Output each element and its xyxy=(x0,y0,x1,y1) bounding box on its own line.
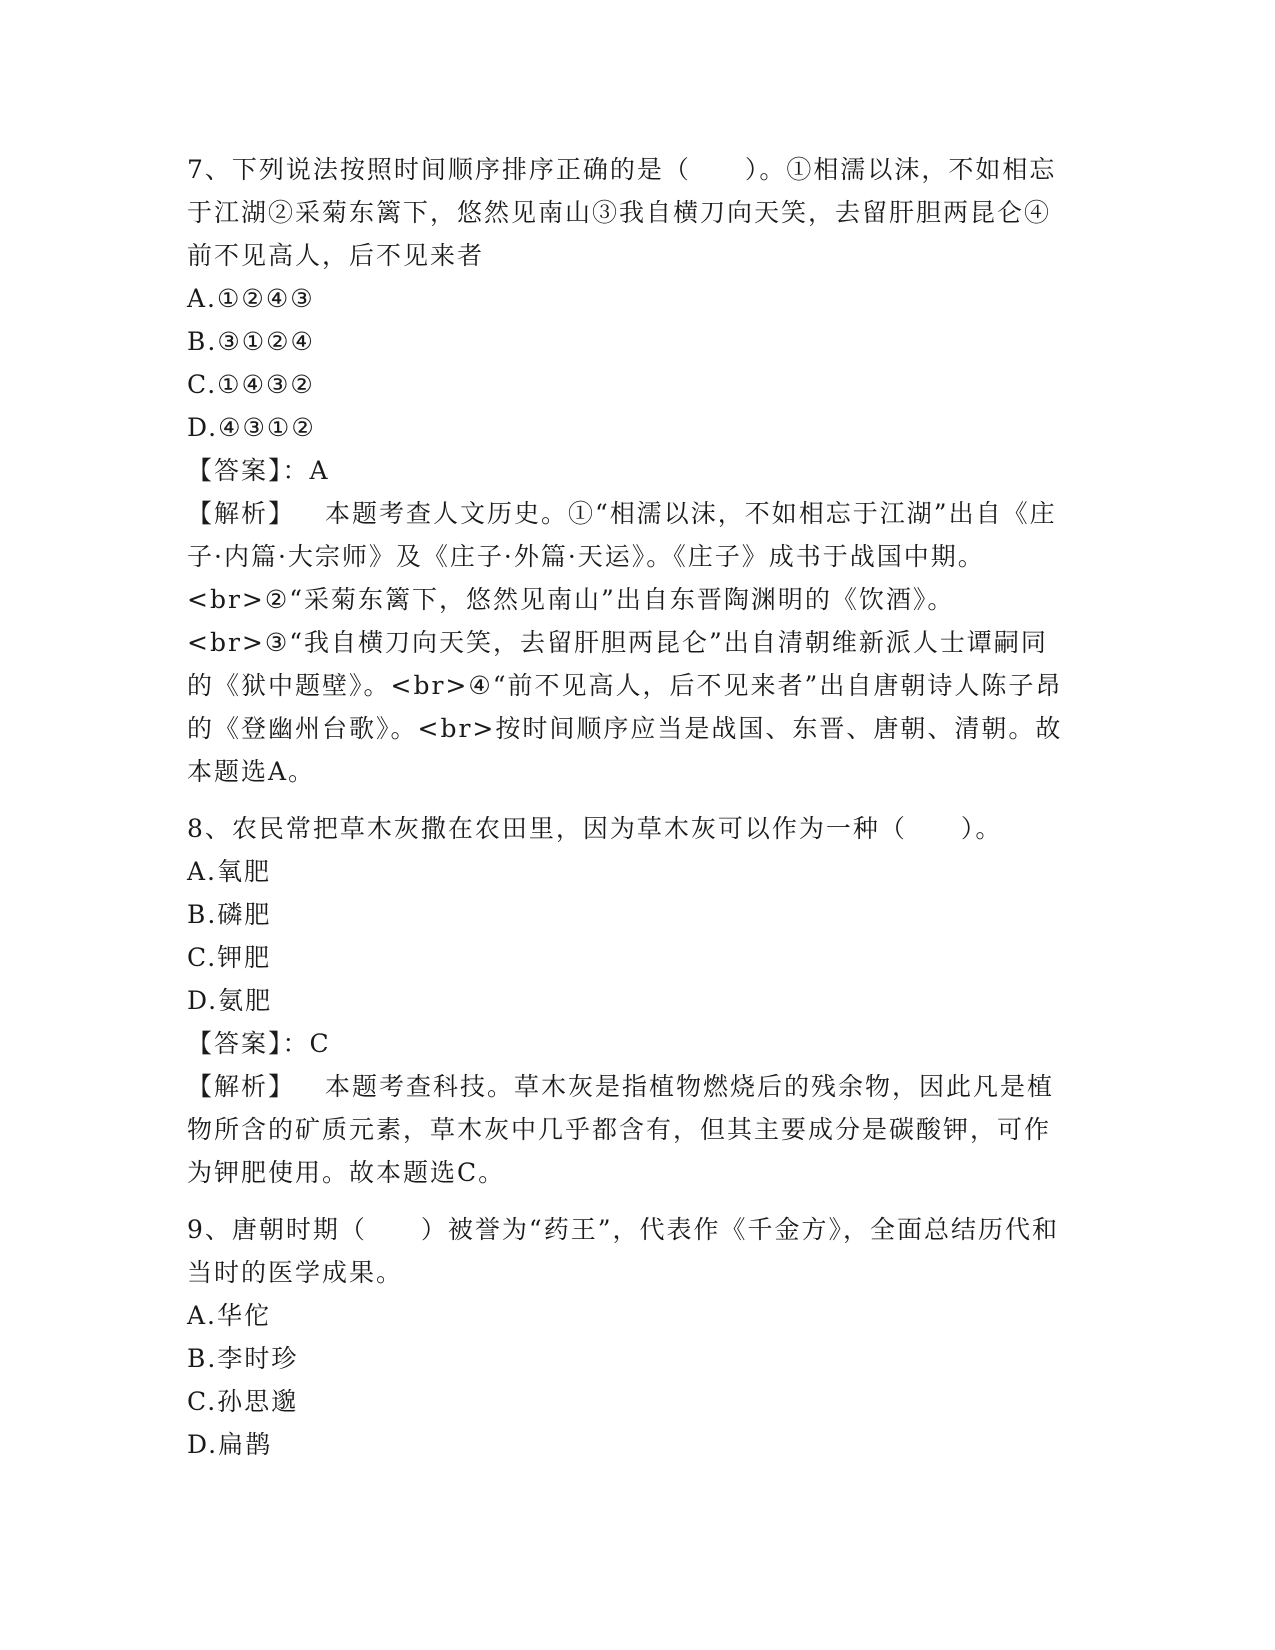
option-d: D.氨肥 xyxy=(187,986,273,1015)
question-8 xyxy=(187,807,1067,1194)
question-stem: 9、唐朝时期（ ）被誉为“药王”，代表作《千金方》，全面总结历代和当时的医学成果。 xyxy=(187,1215,1059,1287)
option-b: B.磷肥 xyxy=(187,900,272,929)
question-stem: 8、农民常把草木灰撒在农田里，因为草木灰可以作为一种（ ）。 xyxy=(187,814,1003,843)
answer-label: 【答案】： xyxy=(187,456,310,485)
option-b: B.李时珍 xyxy=(187,1344,299,1373)
document-page xyxy=(187,148,1067,1466)
explanation xyxy=(187,1065,1067,1194)
answer-label: 【答案】： xyxy=(187,1029,310,1058)
answer-value: C xyxy=(309,1029,331,1058)
question-7 xyxy=(187,148,1067,793)
option-c: C.钾肥 xyxy=(187,943,272,972)
explanation-label: 【解析】 xyxy=(187,1072,296,1101)
option-d: D.扁鹊 xyxy=(187,1430,273,1459)
option-b: B.③①②④ xyxy=(187,327,315,356)
option-c: C.①④③② xyxy=(187,370,315,399)
explanation-text: 本题考查人文历史。①“相濡以沫，不如相忘于江湖”出自《庄子·内篇·大宗师》及《庄子·外篇·天运》。《庄子》成书于战国中期。<br>②“采菊东篱下，悠然见南山”出自东晋陶渊明的《饮酒》。<br>③“我自横刀向天笑，去留肝胆两昆仑”出自清朝维新派人士谭嗣同的《狱中题壁》。<br>④“前不见高人，后不见来者”出自唐朝诗人陈子昂的《登幽州台歌》。<br>按时间顺序应当是战国、东晋、唐朝、清朝。故本题选A。 xyxy=(187,499,1063,786)
explanation-label: 【解析】 xyxy=(187,499,296,528)
option-a: A.华佗 xyxy=(187,1301,272,1330)
explanation-text: 本题考查科技。草木灰是指植物燃烧后的残余物，因此凡是植物所含的矿质元素，草木灰中几乎都含有，但其主要成分是碳酸钾，可作为钾肥使用。故本题选C。 xyxy=(187,1072,1055,1187)
question-stem: 7、下列说法按照时间顺序排序正确的是（ ）。①相濡以沫，不如相忘于江湖②采菊东篱下，悠然见南山③我自横刀向天笑，去留肝胆两昆仑④前不见高人，后不见来者 xyxy=(187,155,1057,270)
option-d: D.④③①② xyxy=(187,413,316,442)
question-9 xyxy=(187,1208,1067,1466)
answer-value: A xyxy=(309,456,330,485)
answer-line xyxy=(187,449,1067,492)
option-a: A.氧肥 xyxy=(187,857,272,886)
answer-line xyxy=(187,1022,1067,1065)
option-c: C.孙思邈 xyxy=(187,1387,299,1416)
explanation xyxy=(187,492,1067,793)
option-a: A.①②④③ xyxy=(187,284,315,313)
